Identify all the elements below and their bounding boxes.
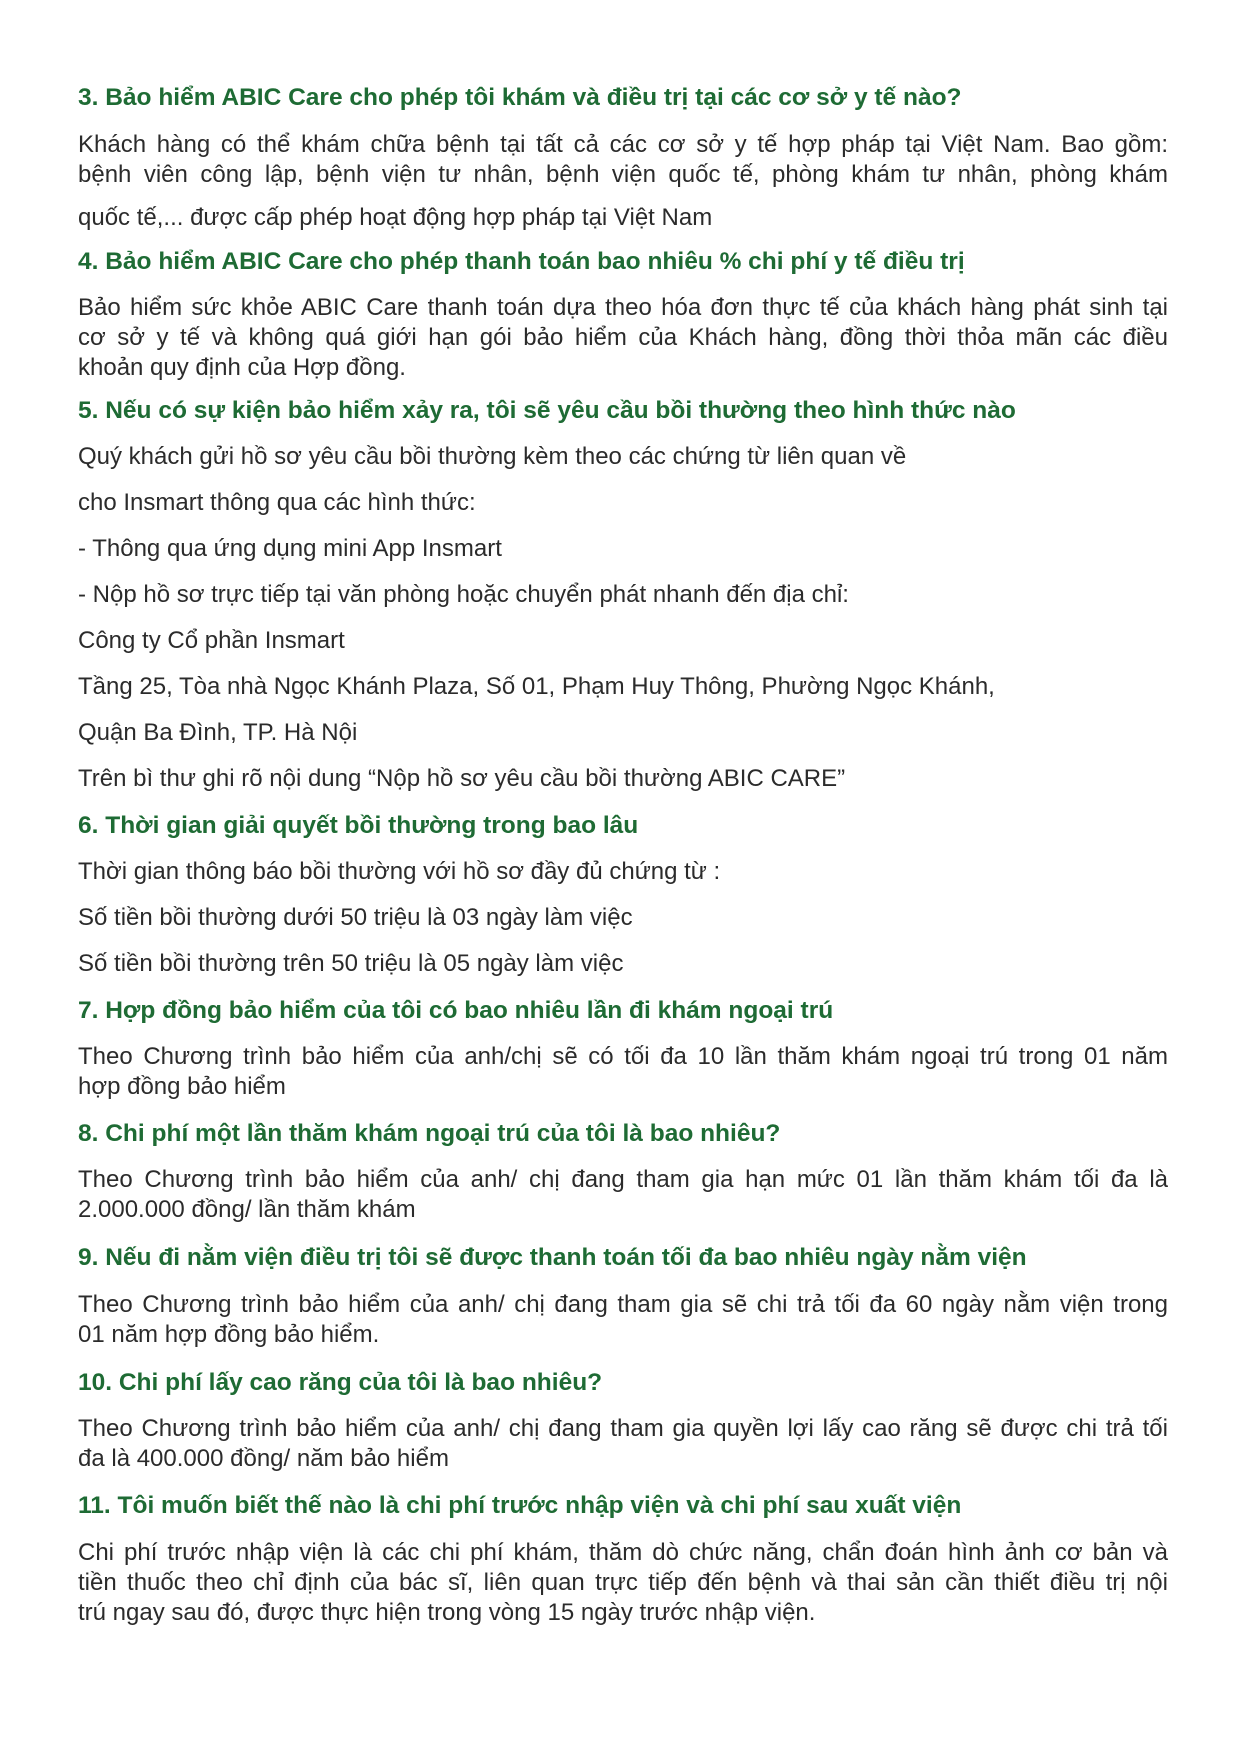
q3-answer-line-3: quốc tế,... được cấp phép hoạt động hợp pháp tại Việt Nam <box>78 204 713 231</box>
q5-answer-line-8: Trên bì thư ghi rõ nội dung “Nộp hồ sơ yêu cầu bồi thường ABIC CARE” <box>78 765 846 792</box>
section-heading-q10: 10. Chi phí lấy cao răng của tôi là bao nhiêu? <box>78 1369 603 1396</box>
q4-answer-line-1: Bảo hiểm sức khỏe ABIC Care thanh toán dựa theo hóa đơn thực tế của khách hàng phát sinh tại <box>78 294 1168 321</box>
q5-answer-line-4: - Nộp hồ sơ trực tiếp tại văn phòng hoặc chuyển phát nhanh đến địa chỉ: <box>78 581 849 608</box>
section-heading-q7: 7. Hợp đồng bảo hiểm của tôi có bao nhiêu lần đi khám ngoại trú <box>78 997 834 1024</box>
q8-answer-line-1: Theo Chương trình bảo hiểm của anh/ chị đang tham gia hạn mức 01 lần thăm khám tối đa là <box>78 1166 1168 1193</box>
q5-answer-line-6: Tầng 25, Tòa nhà Ngọc Khánh Plaza, Số 01, Phạm Huy Thông, Phường Ngọc Khánh, <box>78 673 995 700</box>
section-heading-q9: 9. Nếu đi nằm viện điều trị tôi sẽ được thanh toán tối đa bao nhiêu ngày nằm viện <box>78 1244 1027 1271</box>
q7-answer-line-1: Theo Chương trình bảo hiểm của anh/chị sẽ có tối đa 10 lần thăm khám ngoại trú trong 01 năm <box>78 1043 1168 1070</box>
q10-answer-line-2: đa là 400.000 đồng/ năm bảo hiểm <box>78 1445 449 1472</box>
q11-answer-line-2: tiền thuốc theo chỉ định của bác sĩ, liên quan trực tiếp đến bệnh và thai sản cần thiết điều trị nội <box>78 1569 1168 1596</box>
q7-answer-line-2: hợp đồng bảo hiểm <box>78 1073 286 1100</box>
q6-answer-line-2: Số tiền bồi thường dưới 50 triệu là 03 ngày làm việc <box>78 904 633 931</box>
section-heading-q11: 11. Tôi muốn biết thế nào là chi phí trước nhập viện và chi phí sau xuất viện <box>78 1492 962 1519</box>
q4-answer-line-3: khoản quy định của Hợp đồng. <box>78 354 406 381</box>
section-heading-q8: 8. Chi phí một lần thăm khám ngoại trú của tôi là bao nhiêu? <box>78 1120 781 1147</box>
section-heading-q6: 6. Thời gian giải quyết bồi thường trong bao lâu <box>78 812 639 839</box>
q5-answer-line-2: cho Insmart thông qua các hình thức: <box>78 489 476 516</box>
q6-answer-line-3: Số tiền bồi thường trên 50 triệu là 05 ngày làm việc <box>78 950 624 977</box>
q5-answer-line-5: Công ty Cổ phần Insmart <box>78 627 345 654</box>
q9-answer-line-2: 01 năm hợp đồng bảo hiểm. <box>78 1321 380 1348</box>
q8-answer-line-2: 2.000.000 đồng/ lần thăm khám <box>78 1196 416 1223</box>
q10-answer-line-1: Theo Chương trình bảo hiểm của anh/ chị đang tham gia quyền lợi lấy cao răng sẽ được chi trả tối <box>78 1415 1168 1442</box>
q11-answer-line-1: Chi phí trước nhập viện là các chi phí khám, thăm dò chức năng, chẩn đoán hình ảnh cơ bản và <box>78 1539 1168 1566</box>
q5-answer-line-1: Quý khách gửi hồ sơ yêu cầu bồi thường kèm theo các chứng từ liên quan về <box>78 443 907 470</box>
q11-answer-line-3: trú ngay sau đó, được thực hiện trong vòng 15 ngày trước nhập viện. <box>78 1599 816 1626</box>
q5-answer-line-3: - Thông qua ứng dụng mini App Insmart <box>78 535 502 562</box>
section-heading-q4: 4. Bảo hiểm ABIC Care cho phép thanh toán bao nhiêu % chi phí y tế điều trị <box>78 248 965 275</box>
q3-answer-line-2: bệnh viên công lập, bệnh viện tư nhân, bệnh viện quốc tế, phòng khám tư nhân, phòng khám <box>78 161 1168 188</box>
q3-answer-line-1: Khách hàng có thể khám chữa bệnh tại tất cả các cơ sở y tế hợp pháp tại Việt Nam. Bao gồm: <box>78 131 1168 158</box>
section-heading-q5: 5. Nếu có sự kiện bảo hiểm xảy ra, tôi sẽ yêu cầu bồi thường theo hình thức nào <box>78 397 1016 424</box>
q4-answer-line-2: cơ sở y tế và không quá giới hạn gói bảo hiểm của Khách hàng, đồng thời thỏa mãn các điều <box>78 324 1168 351</box>
q6-answer-line-1: Thời gian thông báo bồi thường với hồ sơ đầy đủ chứng từ : <box>78 858 721 885</box>
q9-answer-line-1: Theo Chương trình bảo hiểm của anh/ chị đang tham gia sẽ chi trả tối đa 60 ngày nằm viện trong <box>78 1291 1168 1318</box>
q5-answer-line-7: Quận Ba Đình, TP. Hà Nội <box>78 719 358 746</box>
section-heading-q3: 3. Bảo hiểm ABIC Care cho phép tôi khám và điều trị tại các cơ sở y tế nào? <box>78 84 962 111</box>
